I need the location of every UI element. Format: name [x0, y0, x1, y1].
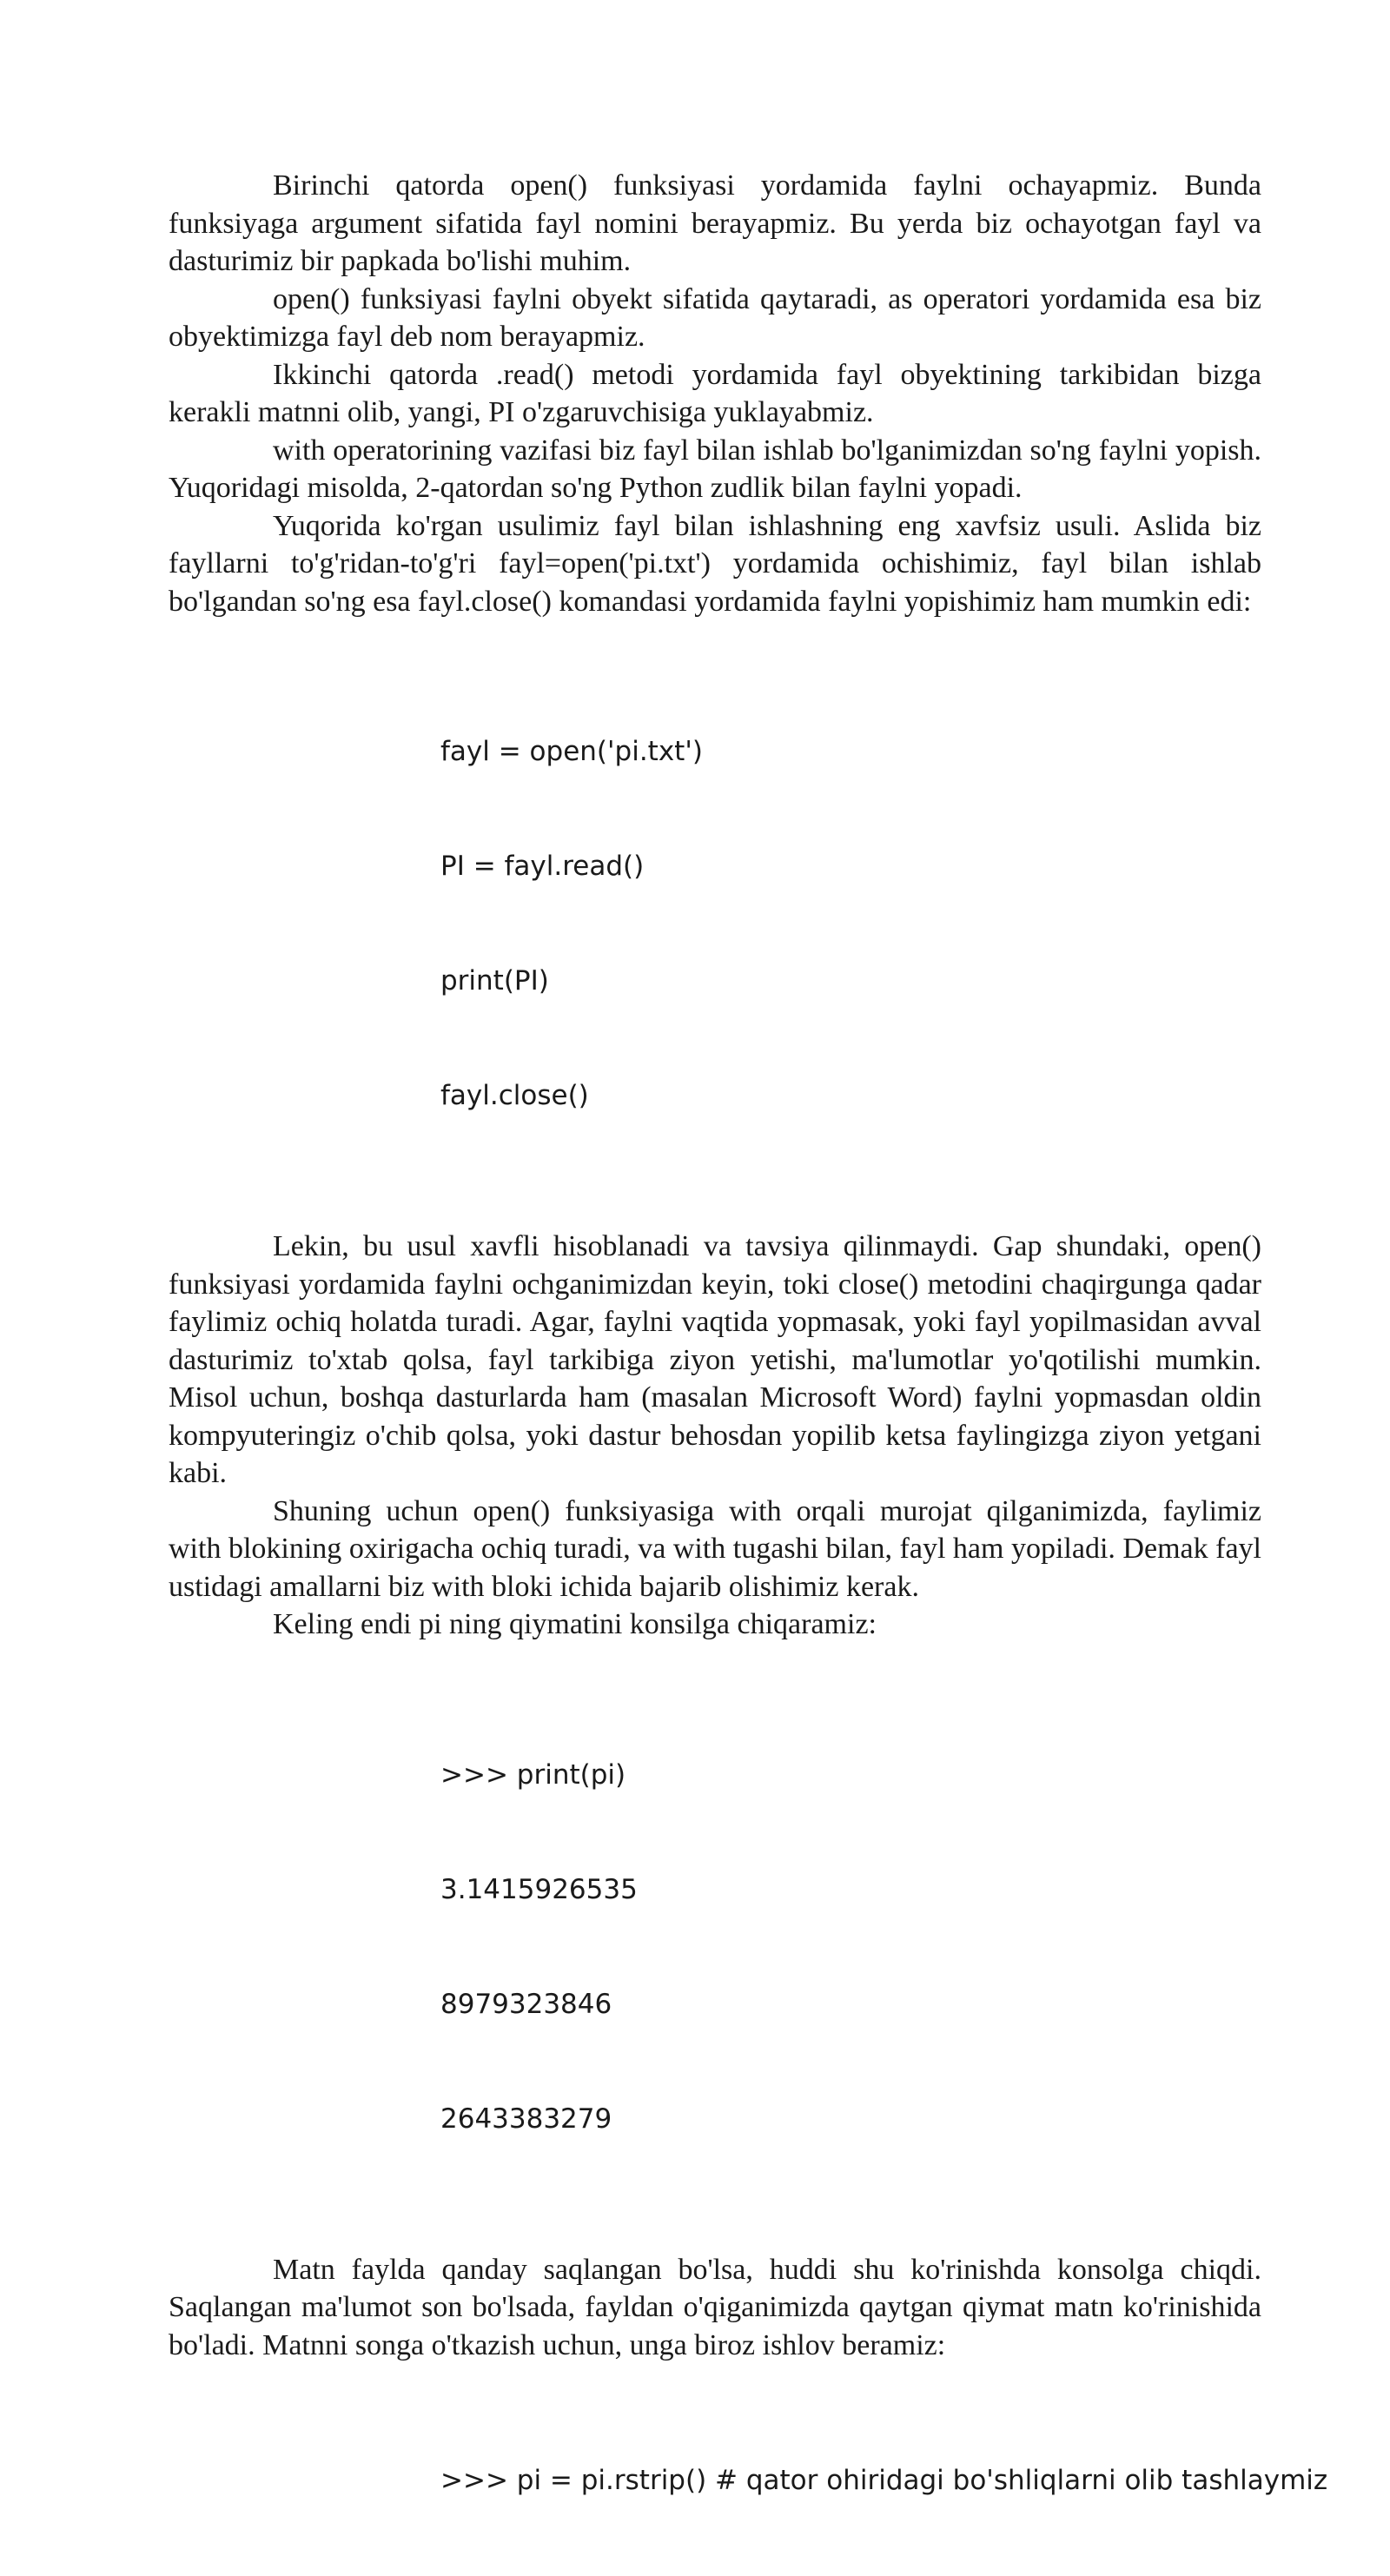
paragraph: Yuqorida ko'rgan usulimiz fayl bilan ishlashning eng xavfsiz usuli. Aslida biz fayllarni to'g'ridan-to'g'ri fayl=open('pi.txt') yordamida ochishimiz, fayl bilan ishlab bo'lgandan so'ng esa fayl.close() komandasi yordamida faylni yopishimiz ham mumkin edi:	[169, 509, 1261, 618]
paragraph: Keling endi pi ning qiymatini konsilga chiqaramiz:	[273, 1608, 877, 1640]
code-block	[169, 656, 1261, 1191]
code-line: 3.1415926535	[440, 1873, 638, 1905]
code-line: 2643383279	[440, 2103, 612, 2135]
code-line: >>> pi = pi.rstrip() # qator ohiridagi bo'shliqlarni olib tashlaymiz	[440, 2465, 1328, 2496]
spacer	[169, 1191, 1261, 1228]
paragraph: with operatorining vazifasi biz fayl bilan ishlab bo'lganimizdan so'ng faylni yopish. Yuqoridagi misolda, 2-qatordan so'ng Python zudlik bilan faylni yopadi.	[169, 434, 1261, 504]
code-line: fayl.close()	[440, 1080, 589, 1111]
code-line: fayl = open('pi.txt')	[440, 736, 703, 767]
code-line: >>> print(pi)	[440, 1758, 626, 1791]
paragraph: Lekin, bu usul xavfli hisoblanadi va tavsiya qilinmaydi. Gap shundaki, open() funksiyasi yordamida faylni ochganimizdan keyin, toki close() metodini chaqirgunga qadar faylimiz ochiq holatda turadi. Agar, faylni vaqtida yopmasak, yoki fayl yopilmasidan avval dasturimiz to'xtab qolsa, fayl tarkibiga ziyon yetishi, ma'lumotlar yo'qotilishi mumkin. Misol uchun, boshqa dasturlarda ham (masalan Microsoft Word) faylni yopmasdan oldin kompyuteringiz o'chib qolsa, yoki dastur behosdan yopilib ketsa faylingizga ziyon yetgani kabi.	[169, 1230, 1261, 1489]
paragraph: open() funksiyasi faylni obyekt sifatida qaytaradi, as operatori yordamida esa biz obyektimizga fayl deb nom berayapmiz.	[169, 282, 1261, 353]
paragraph: Shuning uchun open() funksiyasiga with orqali murojat qilganimizda, faylimiz with blokining oxirigacha ochiq turadi, va with tugashi bilan, fayl ham yopiladi. Demak fayl ustidagi amallarni biz with bloki ichida bajarib olishimiz kerak.	[169, 1494, 1261, 1603]
spacer	[169, 2215, 1261, 2251]
spacer	[169, 1644, 1261, 1679]
paragraph: Birinchi qatorda open() funksiyasi yordamida faylni ochayapmiz. Bunda funksiyaga argument sifatida fayl nomini berayapmiz. Bu yerda biz ochayotgan fayl va dasturimiz bir papkada bo'lishi muhim.	[169, 169, 1261, 277]
code-line: 8979323846	[440, 1988, 612, 2020]
code-line: print(PI)	[440, 965, 549, 997]
code-block	[169, 2385, 1328, 2576]
paragraph: Ikkinchi qatorda .read() metodi yordamida fayl obyektining tarkibidan bizga kerakli matnni olib, yangi, PI o'zgaruvchisiga yuklayabmiz.	[169, 358, 1261, 428]
spacer	[169, 620, 1261, 656]
code-block	[169, 1679, 1261, 2215]
code-line: PI = fayl.read()	[440, 851, 645, 882]
spacer	[169, 2364, 1261, 2385]
paragraph: Matn faylda qanday saqlangan bo'lsa, huddi shu ko'rinishda konsolga chiqdi. Saqlangan ma'lumot son bo'lsada, fayldan o'qiganimizda qaytgan qiymat matn ko'rinishida bo'ladi. Matnni songa o'tkazish uchun, unga biroz ishlov beramiz:	[169, 2253, 1261, 2361]
page-content	[169, 167, 1328, 2576]
